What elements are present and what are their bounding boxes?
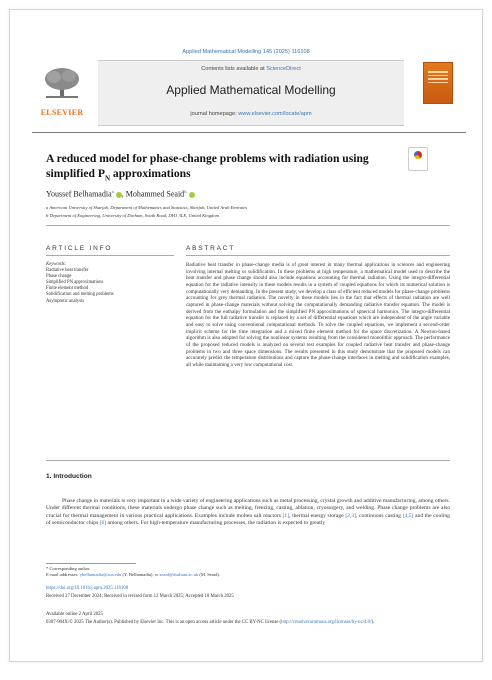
journal-cover-thumbnail[interactable] [415,60,466,126]
keyword-item: Simplified PN approximations [46,280,104,286]
abstract-heading: ABSTRACT [186,245,236,252]
journal-cover-image [423,62,453,104]
orcid-icon[interactable] [116,192,122,198]
introduction-heading: 1. Introduction [46,473,92,480]
citation-link[interactable]: [6] [99,520,107,527]
cover-text-lines [428,71,448,85]
email-owner-1: (Y. Belhamadia), [121,572,155,577]
available-online-date: Available online 2 April 2025 [46,612,103,617]
elsevier-logo[interactable] [32,60,92,126]
received-dates: Received 27 December 2024; Received in revised form 12 March 2025; Accepted 18 March 2025 [46,594,234,599]
abstract-bottom-divider [46,460,450,461]
author-1-affiliation-mark[interactable]: a, [111,189,115,194]
article-page [9,9,483,662]
title-end: approximations [110,167,191,180]
article-title [46,151,396,186]
license-end: ). [371,620,375,625]
journal-title: Applied Mathematical Modelling [166,83,336,97]
email-prefix: E-mail addresses: [46,572,80,577]
title-main: A reduced model for phase-change problems with radiation using simplified P [46,152,369,180]
check-for-updates-button[interactable] [408,147,428,171]
email-footnote [46,572,450,578]
homepage-link[interactable]: www.elsevier.com/locate/apm [238,111,312,117]
intro-text-segment: , thermal energy storage [289,512,346,519]
keyword-item: Phase change [46,274,72,280]
article-info-divider [46,255,174,256]
keyword-item: Solidification and melting problems [46,292,114,298]
citation-link[interactable]: [2,3] [345,512,357,519]
crossmark-icon [414,151,422,159]
author-2-affiliation-mark[interactable]: b, [184,189,188,194]
intro-text-segment: and the cooling of semiconductor chips [46,512,450,527]
citation-link[interactable]: [1] [282,512,290,519]
introduction-paragraph [46,498,450,527]
keywords-block [46,262,174,305]
keyword-item: Finite element method [46,286,89,292]
author-1[interactable]: Youssef Belhamadia [46,189,112,199]
contents-prefix: Contents lists available at [201,66,267,72]
abstract-text: Radiative heat transfer in phase-change media is of great interest in many thermal applications in sciences and engineering involving internal melting or solidification. In these problems at high temperature, a mathematical model used to describe the heat transfer and phase change should also include equations accounting for thermal radiation. Using the integro-differential equation for the radiative intensity in these models results in a system of coupled equations for which its numerical solution is computationally very demanding. In the present study, we develop a class of efficient reduced models for phase-change problems accounting for grey thermal radiation. The novelty in these models lies in the fact that effects of thermal radiation are well captured in phase-change materials without solving the computationally demanding radiative transfer equation. The model is derived from the enthalpy formulation and the simplified PN approximations of spherical harmonics. The integro-differential equation for the full radiative transfer is replaced by a set of differential equations which are independent of the angle variable and easy to solve using conventional computational methods. To solve the coupled equations, we implement a second-order implicit scheme for the time integration and a mixed finite element method for the space discretization. A Newton-based algorithm is also adopted for solving the nonlinear systems resulting from the considered monolithic approach. The performance of the proposed reduced models is analyzed on several test examples for coupled radiative heat transfer and phase-change problems in two and three space dimensions. The results presented in this study demonstrate that the proposed models can accurately predict the temperature distributions and capture the phase-change interfaces in melting and solidification examples, all while maintaining a very low computational cost. [186,262,450,368]
author-list: Youssef Belhamadia$^{a,}$ , Mohammed Seaid$^{b,}$ [46,189,195,199]
journal-reference[interactable]: Applied Mathematical Modelling 145 (2025) 116108 [182,49,310,55]
keywords-title: Keywords: [46,262,67,267]
author-2[interactable]: Mohammed Seaid [125,189,185,199]
intro-text-segment: , continuous casting [356,512,403,519]
elsevier-wordmark: ELSEVIER [40,108,84,117]
corresponding-author-note: * Corresponding author. [46,566,91,571]
header-divider [32,132,466,133]
contents-line [98,66,404,72]
abstract-divider [186,255,450,256]
license-statement [46,620,450,626]
license-text: 0307-904X/© 2025 The Author(s). Published by Elsevier Inc. This is an open access article under the CC BY-NC license ( [46,620,282,625]
intro-text-segment: Phase change in materials is very important in a wide variety of engineering applications such as metal processing, crystal growth and additive manufacturing, among others. Under different thermal conditions, these materials undergo phase change such as melting, freezing, casting, ablation, cryosurgery, and welding. Phase change problems are also crucial for thermal management in various practical applications. Examples include molten salt reactors [46,498,450,519]
keyword-item: Asymptotic analysis [46,298,85,304]
title-subscript: N [104,174,110,183]
article-info-heading: ARTICLE INFO [46,245,113,252]
email-owner-2: (M. Seaid). [198,572,221,577]
footnote-divider [46,563,136,564]
doi-link[interactable]: https://doi.org/10.1016/j.apm.2025.116108 [46,586,129,591]
email-link-2[interactable]: m.seaid@durham.ac.uk [154,572,199,577]
elsevier-tree-icon [42,66,82,100]
journal-banner [98,60,404,126]
affiliation-divider [46,225,450,226]
citation-link[interactable]: [4,5] [402,512,414,519]
intro-text-segment: among others. For high-temperature manufacturing processes, the radiation is expected to greatly [106,520,326,527]
homepage-prefix: journal homepage: [190,111,239,117]
keyword-item: Radiative heat transfer [46,268,89,274]
orcid-icon[interactable] [189,192,195,198]
affiliation-a: a American University of Sharjah, Department of Mathematics and Statistics, Sharjah, United Arab Emirates [46,205,248,210]
homepage-line [98,111,404,117]
affiliation-b: b Department of Engineering, University of Durham, South Road, DH1 3LE, United Kingdom [46,213,219,218]
journal-header [32,60,466,126]
license-link[interactable]: http://creativecommons.org/licenses/by-nc/4.0/ [281,620,372,625]
email-link-1[interactable]: ybelhamadia@aus.edu [79,572,122,577]
sciencedirect-link[interactable]: ScienceDirect [266,66,301,72]
